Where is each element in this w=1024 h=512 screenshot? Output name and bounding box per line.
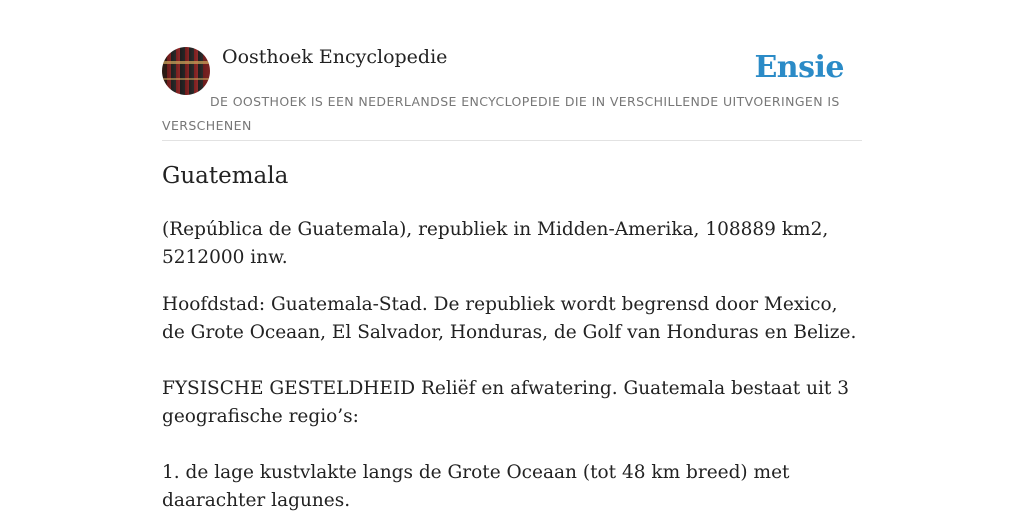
site-name-link[interactable]: Oosthoek Encyclopedie [222, 46, 448, 68]
article-paragraph: FYSISCHE GESTELDHEID Reliëf en afwatering. Guatemala bestaat uit 3 geografische regio’s: [162, 378, 850, 427]
site-tagline: DE OOSTHOEK IS EEN NEDERLANDSE ENCYCLOPEDIE DIE IN VERSCHILLENDE UITVOERINGEN IS VERSCHENEN [162, 94, 840, 133]
article-title: Guatemala [162, 163, 289, 189]
article-paragraph: 1. de lage kustvlakte langs de Grote Oceaan (tot 48 km breed) met daarachter lagunes. [162, 462, 790, 511]
brand-logo-link[interactable]: Ensie [754, 50, 844, 85]
article-paragraph: Hoofdstad: Guatemala-Stad. De republiek wordt begrensd door Mexico, de Grote Oceaan, El Salvador, Honduras, de Golf van Honduras en Belize. [162, 294, 857, 343]
page [162, 0, 862, 511]
article-paragraph: (República de Guatemala), republiek in Midden-Amerika, 108889 km2, 5212000 inw. [162, 219, 829, 268]
site-avatar[interactable] [162, 47, 210, 95]
site-header [162, 0, 862, 141]
